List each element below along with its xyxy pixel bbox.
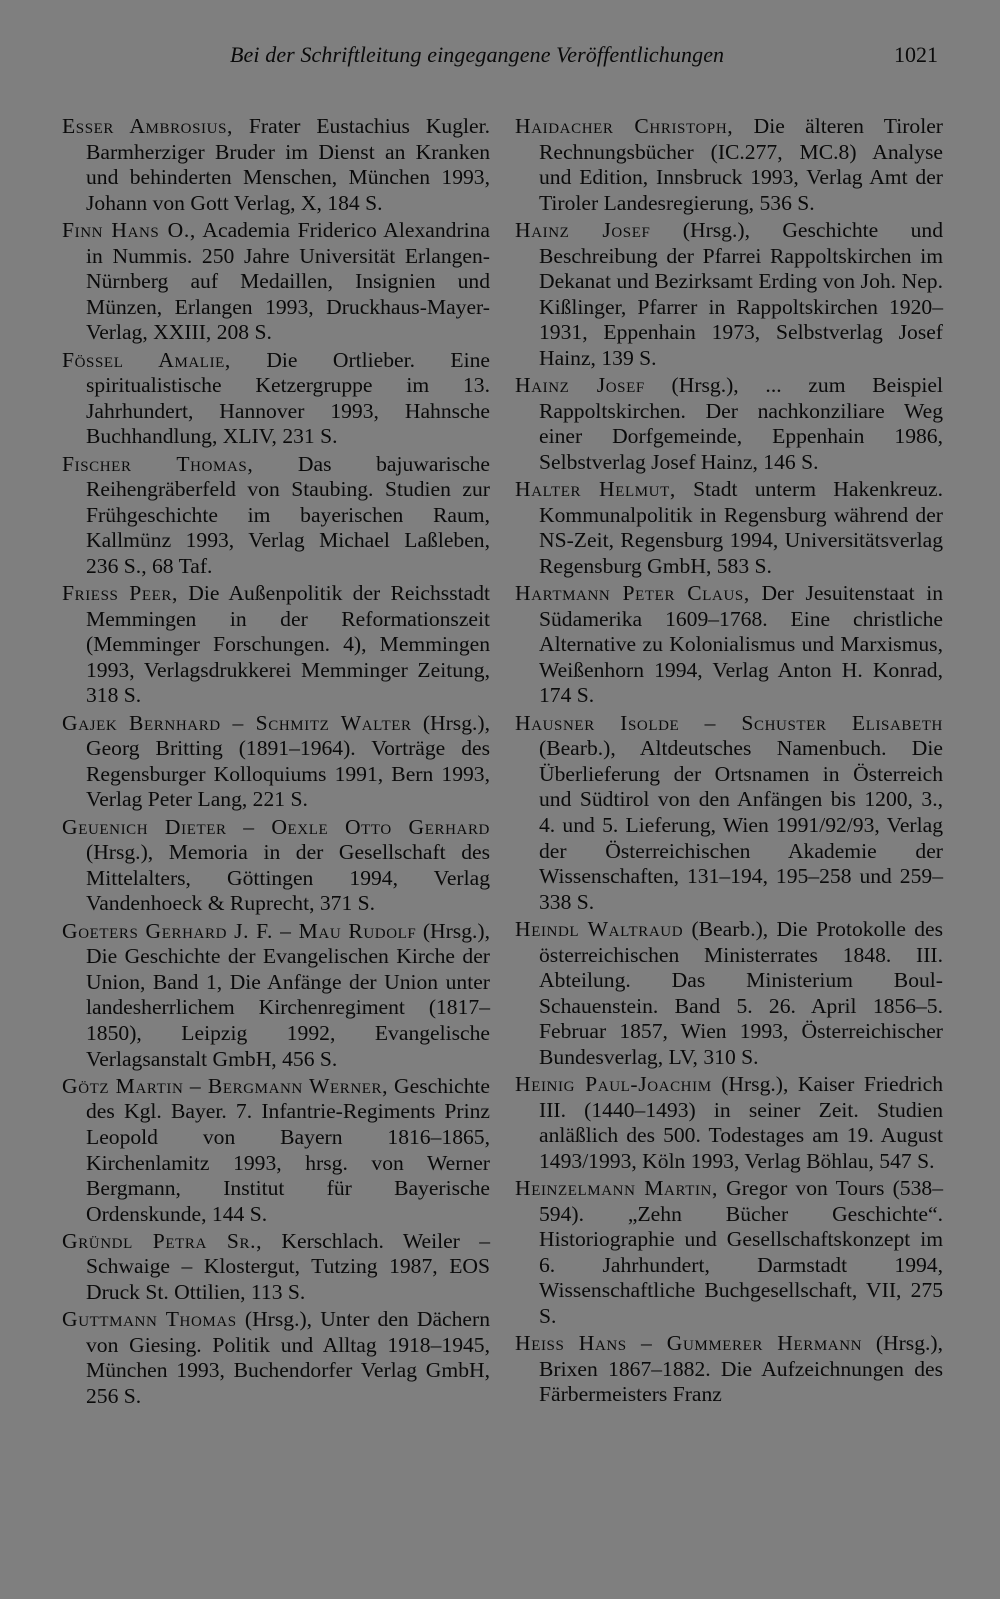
entry-text: Der Jesuitenstaat in Südamerika 1609–1768. Eine christliche Alternative zu Kolonialismus und Marxismus, Weißenhorn 1994, Verlag Anton H. Konrad, 174 S. [539, 581, 943, 708]
bibliography-entry [62, 1229, 490, 1306]
bibliography-entry [515, 917, 943, 1071]
entry-text: Geschichte des Kgl. Bayer. 7. Infantrie-Regiments Prinz Leopold von Bayern 1816–1865, Kirchenlamitz 1993, hrsg. von Werner Bergmann, Institut für Bayerische Ordenskunde, 144 S. [86, 1073, 490, 1226]
bibliography-entry [515, 581, 943, 709]
entry-text: (Hrsg.), Die Geschichte der Evangelischen Kirche der Union, Band 1, Die Anfänge der Union unter landesherrlichem Kirchenregiment (1817–1850), Leipzig 1992, Evangelische Verlagsanstalt GmbH, 456 S. [86, 918, 490, 1071]
entry-text: Stadt unterm Hakenkreuz. Kommunalpolitik in Regensburg während der NS-Zeit, Regensburg 1994, Universitätsverlag Regensburg GmbH, 583 S. [539, 477, 943, 578]
entry-text: Die älteren Tiroler Rechnungsbücher (IC.277, MC.8) Analyse und Edition, Innsbruck 1993, Verlag Amt der Tiroler Landesregierung, 536 S. [539, 114, 943, 215]
entry-author: Götz Martin – Bergmann Werner, [62, 1073, 389, 1098]
entry-text: (Hrsg.), Unter den Dächern von Giesing. Politik und Alltag 1918–1945, München 1993, Buchendorfer Verlag GmbH, 256 S. [86, 1307, 491, 1409]
entry-text: Kerschlach. Weiler – Schwaige – Klostergut, Tutzing 1987, EOS Druck St. Ottilien, 113 S. [86, 1228, 490, 1305]
entry-text: Gregor von Tours (538–594). „Zehn Bücher Geschichte“. Historiographie und Gesellschaftskonzept im 6. Jahrhundert, Darmstadt 1994, Wissenschaftliche Buchgesellschaft, VII, 275 S. [539, 1176, 943, 1329]
bibliography-entry [62, 348, 490, 450]
entry-text: (Hrsg.), Memoria in der Gesellschaft des Mittelalters, Göttingen 1994, Verlag Vandenhoeck & Ruprecht, 371 S. [86, 840, 490, 916]
entry-author: Goeters Gerhard J. F. – Mau Rudolf [62, 918, 417, 943]
entry-author: Halter Helmut, [515, 477, 676, 502]
entry-author: Fössel Amalie, [62, 347, 231, 372]
entry-author: Esser Ambrosius, [62, 114, 234, 138]
entry-text: (Hrsg.), ... zum Beispiel Rappoltskirchen. Der nachkonziliare Weg einer Dorfgemeinde, Eppenhain 1986, Selbstverlag Josef Hainz, 146 S. [539, 373, 944, 474]
entry-text: Das bajuwarische Reihengräberfeld von Staubing. Studien zur Frühgeschichte im bayerischen Raum, Kallmünz 1993, Verlag Michael Laßleben, 236 S., 68 Taf. [86, 451, 490, 578]
bibliography-entry [515, 477, 943, 579]
entry-text: (Hrsg.), Georg Britting (1891–1964). Vorträge des Regensburger Kolloquiums 1991, Bern 1993, Verlag Peter Lang, 221 S. [86, 710, 490, 812]
entry-author: Gajek Bernhard – Schmitz Walter [62, 710, 412, 735]
entry-text: Die Ortlieber. Eine spiritualistische Ketzergruppe im 13. Jahrhundert, Hannover 1993, Hahnsche Buchhandlung, XLIV, 231 S. [86, 347, 490, 449]
entry-author: Heinig Paul-Joachim [515, 1072, 712, 1097]
bibliography-entry [62, 1307, 490, 1409]
bibliography-entry [515, 373, 943, 475]
left-column [62, 114, 490, 1411]
bibliography-entry [62, 919, 490, 1073]
bibliography-entry [515, 711, 943, 916]
entry-author: Hausner Isolde – Schuster Elisabeth [515, 710, 943, 735]
entry-author: Friess Peer, [62, 581, 179, 606]
entry-author: Hartmann Peter Claus, [515, 581, 750, 606]
bibliography-entry [515, 218, 943, 372]
entry-author: Heiss Hans – Gummerer Hermann [515, 1331, 863, 1356]
bibliography-entry [62, 452, 490, 580]
entry-author: Geuenich Dieter – Oexle Otto Gerhard [62, 814, 490, 839]
bibliography-entry [62, 1074, 490, 1228]
bibliography-entry [515, 1072, 943, 1174]
entry-text: (Hrsg.), Brixen 1867–1882. Die Aufzeichnungen des Färbermeisters Franz [539, 1331, 943, 1407]
bibliography-entry [62, 711, 490, 813]
entry-text: Academia Friderico Alexandrina in Nummis. 250 Jahre Universität Erlangen-Nürnberg auf Medaillen, Insignien und Münzen, Erlangen 1993, Druckhaus-Mayer-Verlag, XXIII, 208 S. [86, 217, 490, 345]
bibliography-entry [62, 815, 490, 917]
bibliography-entry [62, 581, 490, 709]
entry-author: Gründl Petra Sr., [62, 1228, 263, 1253]
entry-author: Guttmann Thomas [62, 1307, 237, 1332]
entry-author: Fischer Thomas, [62, 451, 254, 476]
bibliography-entry [62, 218, 490, 346]
page-number: 1021 [894, 42, 938, 67]
entry-text: Frater Eustachius Kugler. Barmherziger Bruder im Dienst an Kranken und behinderten Menschen, München 1993, Johann von Gott Verlag, X, 184 S. [86, 114, 490, 215]
running-header [60, 40, 938, 74]
bibliography-entry [62, 114, 490, 216]
entry-author: Hainz Josef [515, 217, 651, 242]
entry-text: (Hrsg.), Kaiser Friedrich III. (1440–1493) in seiner Zeit. Studien anläßlich des 500. Todestages am 19. August 1493/1993, Köln 1993, Verlag Böhlau, 547 S. [539, 1072, 943, 1173]
right-column [515, 114, 943, 1410]
entry-text: (Bearb.), Die Protokolle des österreichischen Ministerrates 1848. III. Abteilung. Das Ministerium Boul-Schauenstein. Band 5. 26. April 1856–5. Februar 1857, Wien 1993, Österreichischer Bundesverlag, LV, 310 S. [539, 916, 943, 1069]
bibliography-entry [515, 114, 943, 216]
entry-author: Finn Hans O., [62, 217, 196, 242]
running-title: Bei der Schriftleitung eingegangene Veröffentlichungen [230, 42, 725, 67]
entry-author: Heindl Waltraud [515, 916, 684, 941]
bibliography-entry [515, 1331, 943, 1408]
entry-text: Die Außenpolitik der Reichsstadt Memmingen in der Reformationszeit (Memminger Forschungen. 4), Memmingen 1993, Verlagsdrukkerei Memminger Zeitung, 318 S. [86, 581, 490, 708]
entry-text: (Hrsg.), Geschichte und Beschreibung der Pfarrei Rappoltskirchen im Dekanat und Bezirksamt Erding von Joh. Nep. Kißlinger, Pfarrer in Rappoltskirchen 1920–1931, Eppenhain 1973, Selbstverlag Josef Hainz, 139 S. [539, 217, 943, 370]
entry-author: Hainz Josef [515, 373, 645, 398]
entry-author: Haidacher Christoph, [515, 114, 734, 138]
entry-text: (Bearb.), Altdeutsches Namenbuch. Die Überlieferung der Ortsnamen in Österreich und Südtirol von den Anfängen bis 1200, 3., 4. und 5. Lieferung, Wien 1991/92/93, Verlag der Österreichischen Akademie der Wissenschaften, 131–194, 195–258 und 259–338 S. [539, 736, 943, 914]
entry-author: Heinzelmann Martin, [515, 1176, 718, 1201]
bibliography-entry [515, 1176, 943, 1330]
